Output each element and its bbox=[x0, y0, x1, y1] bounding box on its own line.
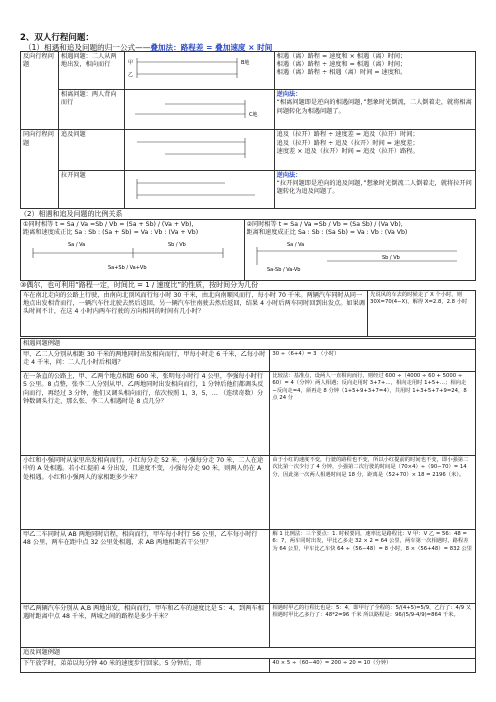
example-3-q: 小红和小强同时从家里出发相向而行。小红每分走 52 米，小强每分走 70 米，二人在途中的 A 处相遇。若小红提前 4 分出发，且速度不变，小强每分走 90 米，则两人仍在 A 处相遇。小红和小强两人的家相距多少米？ bbox=[21, 456, 270, 530]
ratio-left-sum: Sa+Sb / Va+Vb bbox=[108, 265, 147, 272]
ratio-title: （2）相遇和追及问题的比例关系 bbox=[20, 210, 123, 218]
apart-diagram bbox=[125, 90, 273, 126]
ratio-right-b: Sb / Vb bbox=[381, 255, 400, 262]
ratio-left-b: Sb / Vb bbox=[168, 242, 186, 249]
diag-end-c: C地 bbox=[248, 112, 258, 119]
meet-formula-3: 相遇（离）路程 ÷ 相遇（离）时间 = 速度和。 bbox=[276, 69, 407, 77]
ratio-left-line1: ①同时相等 t = Sa / Va =Sb / Vb = (Sa + Sb) / (Va + Vb)， bbox=[23, 221, 198, 228]
ratio-table bbox=[20, 219, 476, 281]
ratio-left-line2: 距离和速度成正比 Sa : Sb : (Sa + Sb) = Va : Vb : (Va + Vb) bbox=[23, 229, 199, 237]
meet-inverse-text: “相离问题即是逆向的相遇问题，”想象时光倒流，二人倒着走，就将相离问题转化为相遇问题了。 bbox=[276, 99, 472, 115]
diag-yi: 乙 bbox=[127, 72, 133, 78]
examples-table bbox=[20, 338, 476, 673]
chase-inverse-text: “拉开问题即是逆向的追及问题，”想象时光倒流二人倒着走，就将拉开问题转化为追及问题了。 bbox=[276, 179, 472, 196]
label-chase: 同向行程问题 bbox=[21, 130, 59, 208]
example-2-q: 在一条直的公路上，甲、乙两个地点相距 600 米，张明每小时行 4 公里，李强每小时行 5 公里。8 点整，张李二人分别从甲、乙两地同时出发相向而行，1 分钟后他们都调头反向而行，再经过 3 分钟，他们又调头相向而行，依次按照 1，3，5，… （连续奇数）分钟数调头行走，那么张、李二人相遇时是 8 点几分？ bbox=[21, 372, 270, 456]
chase-formula-3: 速度差 × 追及（拉开）时间 = 追及（拉开）路程。 bbox=[276, 147, 419, 155]
diag-jia: 甲 bbox=[127, 60, 133, 66]
example-4-q: 甲乙二车同时从 AB 两地同时启程，相向而行，甲车每小时行 56 公里，乙车每小时行 48 公里，两车在距中点 32 公里处相遇，求 AB 两地相距若干公里？ bbox=[21, 530, 270, 604]
label-meet: 反向行程问题 bbox=[21, 52, 59, 130]
ratio-right bbox=[244, 220, 476, 281]
meet-inverse-title: 逆向法： bbox=[276, 91, 302, 99]
pull-diagram-cell bbox=[124, 170, 274, 208]
car-answer: 先说风的车去的时候走了 X 个小时，则 30X=70(4−X)，解得 X=2.8，2.8 小时 bbox=[368, 291, 476, 337]
apart-diagram-cell bbox=[124, 90, 274, 130]
chase-examples-title: 追及问题例题 bbox=[21, 648, 476, 659]
meet-row1-title: 相遇问题：二人从两地出发，相向而行 bbox=[58, 52, 124, 90]
example-5-q: 甲乙两辆汽车分别从 A,B 两地出发，相向而行，甲车和乙车的速度比是 5：4，到两车相遇时距离中点 48 千米，两城之间的路程是多少千米？ bbox=[21, 604, 270, 648]
ratio-right-line2: 距离和速度成正比 Sa : Sb : (Sa Sb) = Va : Vb : (Va Vb) bbox=[246, 229, 408, 237]
ratio-right-line1: ②同时相等 t = Sa / Va =Sb / Vb = (Sa Sb) / (Va Vb)， bbox=[246, 221, 407, 228]
ratio-left bbox=[21, 220, 245, 281]
chase-formula-1: 追及（拉开）路程 ÷ 速度差 = 追及（拉开）时间； bbox=[276, 131, 419, 139]
ratio-note: ③偶尔，也可利用“路程一定，时间比 = 1 / 速度比”的性质，按时间分为几份 bbox=[20, 281, 259, 289]
last-question: 下午放学时，弟弟以每分钟 40 米的速度步行回家。5 分钟后，哥 bbox=[21, 659, 270, 673]
meet-formula-1: 相遇（离）路程 = 速度和 × 相遇（离）时间； bbox=[276, 53, 407, 60]
chase-inverse bbox=[274, 170, 475, 208]
meet-row2-title: 相离问题：两人背向而行 bbox=[58, 90, 124, 130]
car-table bbox=[20, 290, 476, 337]
example-4-a: 解 1 比例法：三个要点：1. 时候要同，速率比是路程比：V 甲：V 乙 = 56：48 = 6：7，两车同时出发，甲比乙多走 32 × 2 = 64 公里，两车第一次相遇时，路程差为 64 公里，甲车比乙车快 64 ÷（56−48）= 8 小时，8 ×（56+48）= 832 公里 bbox=[270, 530, 476, 604]
subtitle-prefix: （1）相遇和追及问题的归一公式—— bbox=[24, 43, 151, 52]
example-1-a: 30 ÷（6+4）= 3 （小时） bbox=[270, 350, 476, 372]
section-title: 2、双人行程问题： bbox=[20, 33, 94, 43]
meet-examples-title: 相遇问题例题 bbox=[21, 339, 476, 350]
chase-row1-title: 追及问题 bbox=[58, 130, 124, 170]
meet-formulas bbox=[274, 52, 475, 90]
formula-table bbox=[20, 51, 476, 209]
pull-diagram bbox=[125, 171, 273, 205]
meet-diagram-cell bbox=[124, 52, 274, 90]
example-1-q: 甲、乙二人分别从相距 30 千米的两地同时出发相向而行，甲每小时走 6 千米，乙每小时走 4 千米，问：二人几小时后相遇？ bbox=[21, 350, 270, 372]
meet-formula-2: 相遇（离）路程 ÷ 速度和 = 相遇（离）时间； bbox=[276, 61, 407, 69]
ratio-right-diagram bbox=[247, 237, 473, 275]
subtitle-formula: 叠加法：路程差 = 叠加速度 × 时间 bbox=[150, 43, 273, 52]
chase-diagram-cell bbox=[124, 130, 274, 170]
ratio-right-a: Sa / Va bbox=[286, 242, 304, 249]
ratio-right-diff: Sa-Sb / Va-Vb bbox=[266, 267, 300, 274]
chase-formula-2: 追及（拉开）路程 ÷ 追及（拉开）时间 = 速度差； bbox=[276, 139, 419, 147]
chase-row2-title: 拉开问题 bbox=[58, 170, 124, 208]
meet-diagram bbox=[125, 52, 273, 86]
chase-diagram bbox=[125, 130, 273, 166]
diag-end: B地 bbox=[240, 60, 250, 66]
ratio-left-diagram bbox=[23, 237, 241, 275]
chase-inverse-title: 逆向法： bbox=[276, 171, 302, 179]
car-problem: 车在南北走向的公路上行驶，由南向北顶风而行每小时 30 千米，由北向南顺风而行，每小时 70 千米。两辆汽车同时从同一地点出发相背而行，一辆汽车往北驶去然后返回，另一辆汽车往南驶去然后返回，结果 4 小时后两车同时回到出发点。如果调头时间不计，在这 4 小时内两车行驶的方向相同的时间有几小时？ bbox=[21, 291, 368, 337]
example-5-a: 相遇时甲乙的行程比也是：5：4，即甲行了全程的：5/(4+5)=5/9，乙行了：4/9 又相遇时甲比乙多行了：48*2=96 千米 所以路程是：96/(5/9-4/9)=864 千米。 bbox=[270, 604, 476, 648]
example-3-a: 由于小红的速度不变，行驶的路程也不变，所以小红提前的时间也不变，即小强第二次比第一次少行了 4 分钟，小强第二次行驶的时间是（70×4）÷（90−70）= 14 分，因此第一次两人相遇时间是 18 分，距离是（52+70）× 18 = 2196（米）。 bbox=[270, 456, 476, 530]
ratio-left-a: Sa / Va bbox=[68, 242, 86, 249]
meet-inverse bbox=[274, 90, 475, 130]
example-2-a: 比较法：基准点，设两人一直相向而行，则经过 600 ÷（4000 ÷ 60 + 5000 ÷ 60）= 4（分钟）两人相遇；反向走用时 3+7+…，相向走用时 1+5+…；相向走−反向走=4，须再走 8 分钟（1+5+9+3+7=4），共用时 1+3+5+7+9=24，8 点 24 分 bbox=[270, 372, 476, 456]
chase-formulas bbox=[274, 130, 475, 170]
last-answer: 40 × 5 ÷（60−40）= 200 ÷ 20 = 10（分钟） bbox=[270, 659, 476, 673]
